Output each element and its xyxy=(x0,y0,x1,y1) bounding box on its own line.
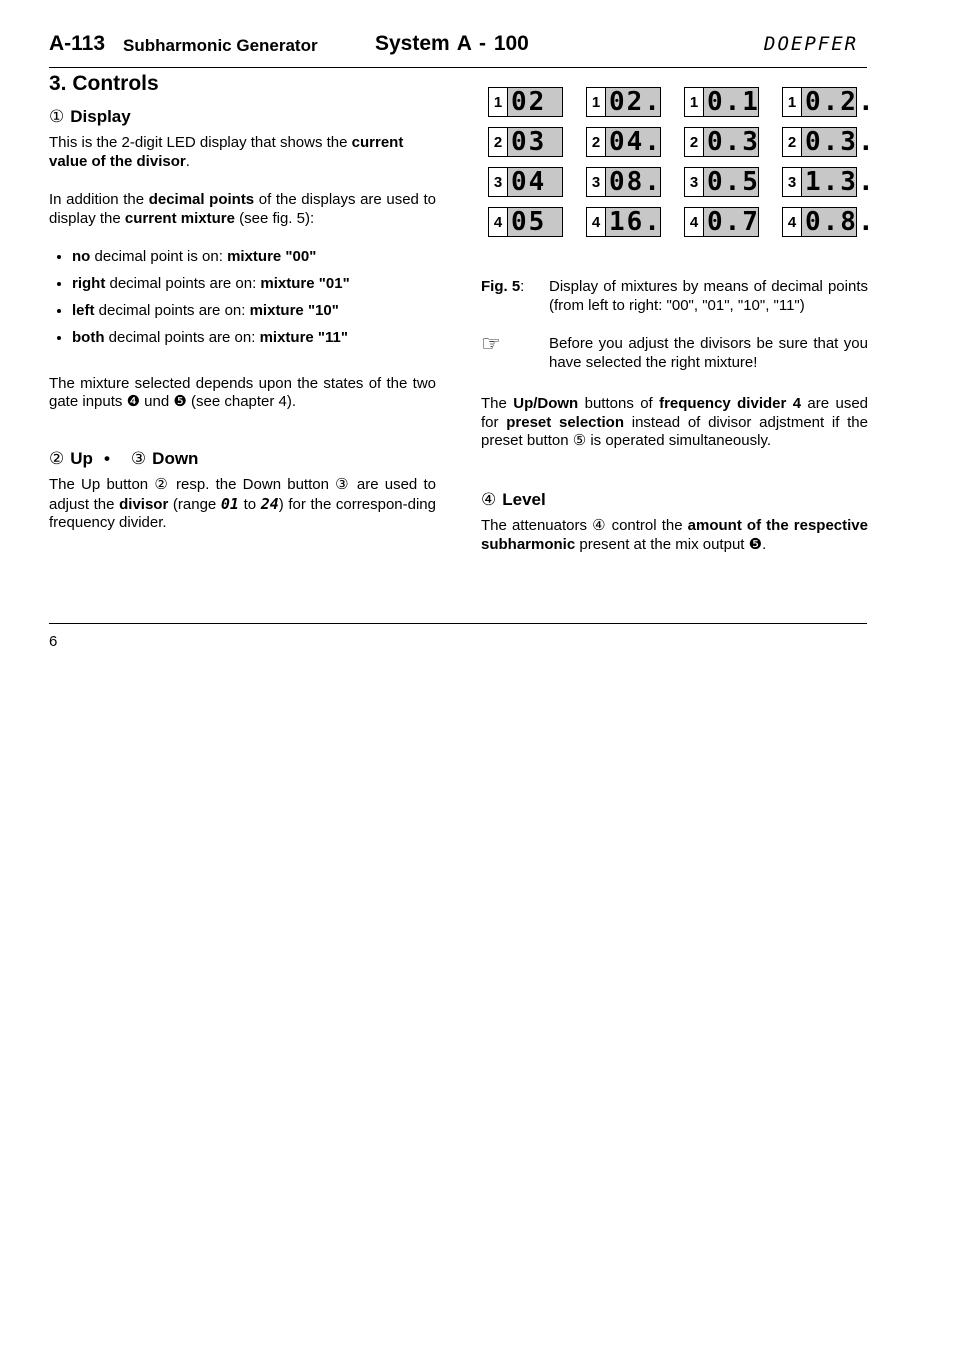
led-digits: 02. xyxy=(606,87,661,117)
led-display xyxy=(782,127,876,157)
list-item: • both decimal points are on: mixture "11" xyxy=(72,329,436,348)
led-digits: 0.7 xyxy=(704,207,759,237)
module-name: Subharmonic Generator xyxy=(123,36,318,55)
page-number: 6 xyxy=(49,633,58,650)
level-paragraph: The attenuators ④ control the amount of the respective subharmonic present at the mix output ❺. xyxy=(481,517,868,553)
divider-number: 4 xyxy=(586,207,606,237)
display-paragraph-2: In addition the decimal points of the displays are used to display the current mixture (see fig. 5): xyxy=(49,191,436,227)
led-display xyxy=(488,207,563,237)
led-digits: 04 xyxy=(508,167,563,197)
control-marker-4: ④ xyxy=(481,489,497,509)
divider-number: 2 xyxy=(488,127,508,157)
led-digits: 05 xyxy=(508,207,563,237)
divider-number: 4 xyxy=(782,207,802,237)
figure-caption: Fig. 5: Display of mixtures by means of decimal points (from left to right: "00", "01", "10", "11") xyxy=(481,278,868,314)
figure-5-displays xyxy=(488,87,876,239)
mixture-list xyxy=(49,248,436,348)
divider-number: 2 xyxy=(586,127,606,157)
hand-pointing-icon: ☞ xyxy=(481,331,501,356)
led-display xyxy=(684,127,759,157)
led-digits: 0.5 xyxy=(704,167,759,197)
led-display xyxy=(586,87,661,117)
divider-number: 3 xyxy=(586,167,606,197)
updown-heading: ② Up • ③ Down xyxy=(49,448,199,468)
divider-number: 3 xyxy=(488,167,508,197)
led-display xyxy=(586,167,661,197)
level-heading: ④ Level xyxy=(481,489,546,509)
led-digits: 04. xyxy=(606,127,661,157)
divider-number: 1 xyxy=(782,87,802,117)
right-column xyxy=(481,278,868,554)
led-display xyxy=(488,167,563,197)
led-digits: 16. xyxy=(606,207,661,237)
led-display xyxy=(586,207,661,237)
led-display xyxy=(782,167,876,197)
led-display xyxy=(684,167,759,197)
list-item: • left decimal points are on: mixture "10" xyxy=(72,302,436,321)
divider-number: 2 xyxy=(684,127,704,157)
led-digits: 0.3. xyxy=(802,127,857,157)
led-display xyxy=(782,87,876,117)
led-display xyxy=(586,127,661,157)
display-paragraph-3: The mixture selected depends upon the states of the two gate inputs ❹ und ❺ (see chapter 4). xyxy=(49,374,436,410)
list-item: • no decimal point is on: mixture "00" xyxy=(72,248,436,267)
divider-number: 1 xyxy=(684,87,704,117)
footer-rule xyxy=(49,623,867,624)
list-item: • right decimal points are on: mixture "01" xyxy=(72,275,436,294)
section-title: 3. Controls xyxy=(49,72,159,95)
note xyxy=(481,331,868,372)
updown-paragraph: The Up button ② resp. the Down button ③ are used to adjust the divisor (range 01 to 24) for the correspon-ding frequency divider. xyxy=(49,476,436,531)
divider-number: 2 xyxy=(782,127,802,157)
doepfer-logo: DOEPFER xyxy=(764,33,859,55)
divider-number: 4 xyxy=(488,207,508,237)
divider-number: 3 xyxy=(782,167,802,197)
led-display xyxy=(488,127,563,157)
display-heading: ① Display xyxy=(49,106,131,126)
led-display xyxy=(684,207,759,237)
divider-number: 1 xyxy=(586,87,606,117)
control-marker-1: ① xyxy=(49,106,65,126)
led-display xyxy=(488,87,563,117)
header-rule xyxy=(49,67,867,68)
led-digits: 08. xyxy=(606,167,661,197)
heading-separator: • xyxy=(103,448,110,468)
led-digits: 0.8. xyxy=(802,207,857,237)
divider-number: 4 xyxy=(684,207,704,237)
control-marker-3: ③ xyxy=(130,448,147,468)
divider-number: 3 xyxy=(684,167,704,197)
led-digits: 1.3. xyxy=(802,167,857,197)
control-marker-2: ② xyxy=(49,448,65,468)
left-column xyxy=(49,72,436,533)
system-title: System A - 100 xyxy=(375,32,529,55)
led-digits: 0.2. xyxy=(802,87,857,117)
led-digits: 0.3 xyxy=(704,127,759,157)
led-digits: 03 xyxy=(508,127,563,157)
led-display xyxy=(684,87,759,117)
figure-label: Fig. 5 xyxy=(481,278,521,295)
display-paragraph-1: This is the 2-digit LED display that shows the current value of the divisor. xyxy=(49,134,404,170)
led-digits: 02 xyxy=(508,87,563,117)
note-text: Before you adjust the divisors be sure that you have selected the right mixture! xyxy=(549,335,868,371)
led-digits: 0.1 xyxy=(704,87,759,117)
module-model: A-113 xyxy=(49,32,106,55)
figure-caption-text: Display of mixtures by means of decimal points (from left to right: "00", "01", "10", "11") xyxy=(549,278,868,314)
preset-paragraph: The Up/Down buttons of frequency divider 4 are used for preset selection instead of divisor adjstment if the preset button ⑤ is operated simultaneously. xyxy=(481,395,869,449)
divider-number: 1 xyxy=(488,87,508,117)
led-display xyxy=(782,207,876,237)
